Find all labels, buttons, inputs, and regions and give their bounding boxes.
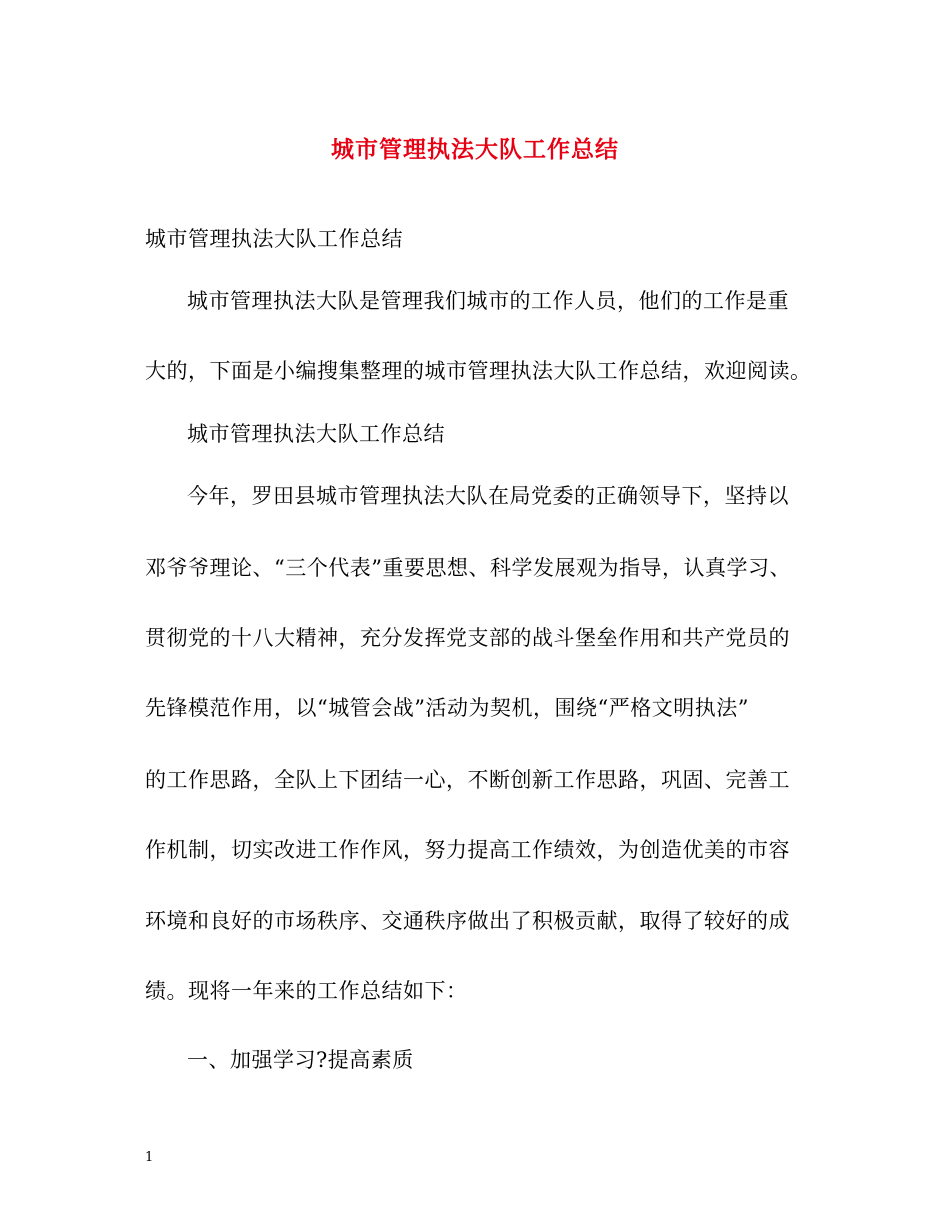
paragraph-line: 先锋模范作用，以“城管会战”活动为契机，围绕“严格文明执法” (145, 696, 749, 720)
paragraph-line: 贯彻党的十八大精神，充分发挥党支部的战斗堡垒作用和共产党员的 (145, 626, 790, 650)
paragraph-line: 的工作思路，全队上下团结一心，不断创新工作思路，巩固、完善工 (145, 768, 790, 792)
section-heading-line: 一、加强学习?提高素质 (187, 1048, 414, 1072)
paragraph-line: 绩。现将一年来的工作总结如下： (145, 979, 468, 1003)
paragraph-line: 今年，罗田县城市管理执法大队在局党委的正确领导下，坚持以 (187, 484, 789, 508)
document-title: 城市管理执法大队工作总结 (331, 136, 619, 163)
paragraph-line: 城市管理执法大队是管理我们城市的工作人员，他们的工作是重 (187, 289, 789, 313)
paragraph-line: 环境和良好的市场秩序、交通秩序做出了积极贡献，取得了较好的成 (145, 909, 790, 933)
page-number: 1 (145, 1150, 154, 1165)
paragraph-line: 邓爷爷理论、“三个代表”重要思想、科学发展观为指导，认真学习、 (145, 556, 791, 580)
subtitle-line: 城市管理执法大队工作总结 (145, 227, 403, 251)
paragraph-line: 大的，下面是小编搜集整理的城市管理执法大队工作总结，欢迎阅读。 (145, 359, 812, 383)
section-heading-line: 城市管理执法大队工作总结 (187, 422, 445, 446)
paragraph-line: 作机制，切实改进工作作风，努力提高工作绩效，为创造优美的市容 (145, 838, 790, 862)
